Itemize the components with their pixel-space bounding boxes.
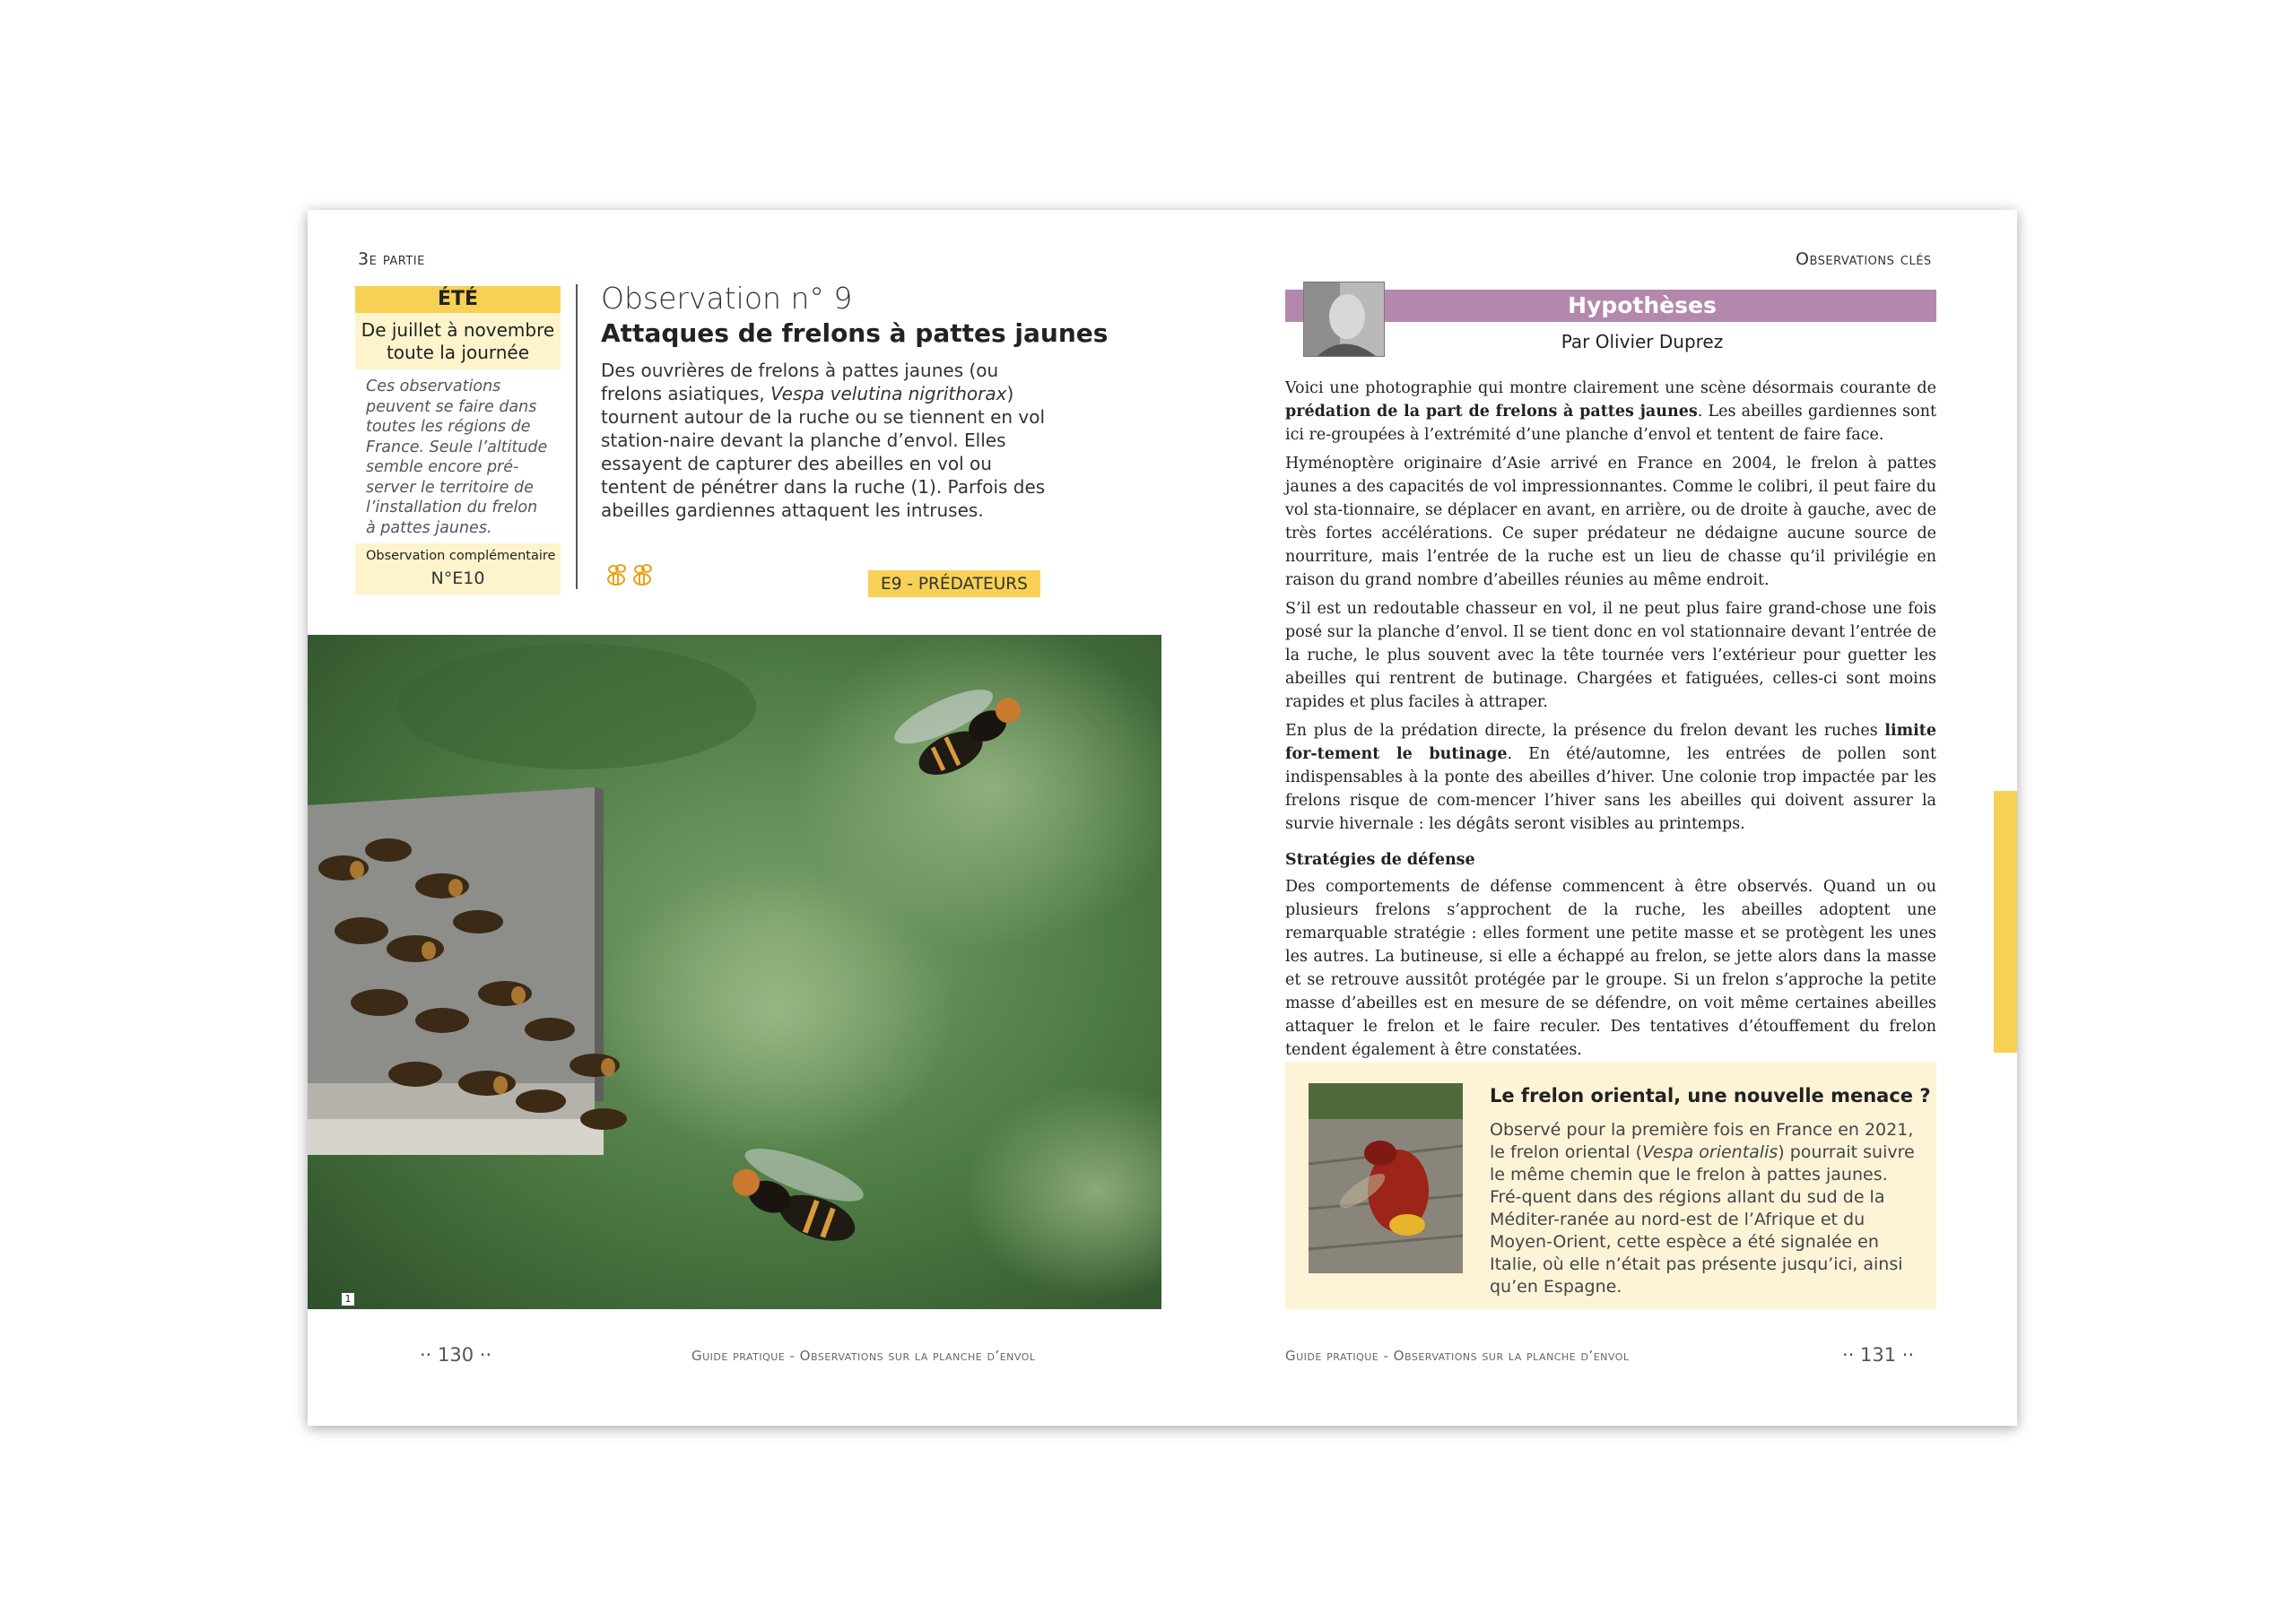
part-label: 3e partie bbox=[358, 249, 425, 269]
period-box bbox=[355, 313, 561, 369]
footer-right: Guide pratique - Observations sur la planche d’envol bbox=[1285, 1348, 1630, 1364]
hornet-attack-photo bbox=[308, 635, 1161, 1309]
box-title: Le frelon oriental, une nouvelle menace ? bbox=[1490, 1085, 1931, 1107]
defense-subheading: Stratégies de défense bbox=[1285, 851, 1475, 869]
author-byline: Par Olivier Duprez bbox=[1561, 331, 1724, 352]
species-name: Vespa orientalis bbox=[1642, 1142, 1779, 1162]
bee-icon bbox=[634, 565, 651, 585]
hypotheses-title: Hypothèses bbox=[1568, 292, 1717, 318]
photo-number: 1 bbox=[342, 1293, 354, 1306]
bee-icon bbox=[608, 565, 625, 585]
section-header: Observations clés bbox=[1796, 249, 1932, 269]
paragraph: Des comportements de défense commencent à être observés. Quand un ou plusieurs frelons s’approchent de la ruche, les abeilles adoptent une remarquable stratégie : elles forment une petite masse et se protègent les unes les autres. La butineuse, si elle a échappé au frelon, se jette alors dans la masse et se retrouve aussitôt protégée par le groupe. Si un frelon s’approche la petite masse d’abeilles est en mesure de se défendre, on voit même certaines abeilles attaquer le frelon et le faire reculer. Des tentatives d’étouffement du frelon tendent également à être constatées. bbox=[1285, 878, 1936, 1059]
season-label: ÉTÉ bbox=[355, 286, 561, 313]
complementary-observation-value: N°E10 bbox=[355, 566, 561, 595]
paragraph: Hyménoptère originaire d’Asie arrivé en France en 2004, le frelon à pattes jaunes a des capacités de vol impressionnantes. Comme le colibri, il peut faire du vol sta-tionnaire, se déplacer en avant, en arrière, ou de droite à gauche, avec de très fortes accélérations. Ce super prédateur ne dédaigne aucune source de nourriture, mais l’entrée de la ruche est un lieu de chasse qu’il privilégie en raison du grand nombre d’abeilles réunies au même endroit. bbox=[1285, 455, 1936, 589]
complementary-observation-label: Observation complémentaire bbox=[355, 543, 561, 566]
period-time: toute la journée bbox=[386, 342, 530, 363]
box-text: Observé pour la première fois en France en 2021, le frelon oriental (Vespa orientalis) pourrait suivre le même chemin que le frelon à pattes jaunes. Fré-quent dans des régions allant du sud de la Méditer-ranée au nord-est de l’Afrique et du Moyen-Orient, cette espèce a été signalée en Italie, où elle n’était pas présente jusqu’ici, ainsi qu’en Espagne. bbox=[1490, 1120, 1915, 1297]
page-number-left: ·· 130 ·· bbox=[420, 1344, 492, 1366]
period-months: De juillet à novembre bbox=[361, 319, 555, 341]
observation-description: Des ouvrières de frelons à pattes jaunes (ou frelons asiatiques, Vespa velutina nigrithorax) tournent autour de la ruche ou se tiennent en vol station-naire devant la planche d’envol. Elles essayent de capturer des abeilles en vol ou tentent de pénétrer dans la ruche (1). Parfois des abeilles gardiennes attaquent les intruses. bbox=[601, 360, 1046, 521]
page-number-right: ·· 131 ·· bbox=[1842, 1344, 1915, 1366]
bee-icons bbox=[604, 561, 659, 590]
chapter-tab bbox=[1994, 791, 2017, 1053]
footer-left: Guide pratique - Observations sur la planche d’envol bbox=[691, 1348, 1036, 1364]
observation-number: Observation n° 9 bbox=[601, 281, 853, 316]
species-name: Vespa velutina nigrithorax bbox=[770, 383, 1007, 404]
region-note: Ces observations peuvent se faire dans toutes les régions de France. Seule l’altitude semble encore pré-server le territoire de l’installation du frelon à pattes jaunes. bbox=[366, 378, 548, 537]
hypotheses-text bbox=[1285, 377, 1936, 1067]
paragraph: Voici une photographie qui montre clairement une scène désormais courante de prédation de la part de frelons à pattes jaunes. Les abeilles gardiennes sont ici re-groupées à l’extrémité d’une planche d’envol et tentent de faire face. bbox=[1285, 379, 1937, 444]
observation-title: Attaques de frelons à pattes jaunes bbox=[601, 318, 1109, 348]
paragraph: S’il est un redoutable chasseur en vol, il ne peut plus faire grand-chose une fois posé sur la planche d’envol. Il se tient donc en vol stationnaire devant l’entrée de la ruche, le plus souvent avec la tête tournée vers l’extérieur pour guetter les abeilles qui rentrent de butinage. Chargées et fatiguées, celles-ci sont moins rapides et plus faciles à attraper. bbox=[1285, 600, 1936, 711]
book-spread bbox=[308, 210, 2017, 1426]
category-badge: E9 - PRÉDATEURS bbox=[868, 570, 1040, 597]
divider bbox=[576, 284, 578, 589]
paragraph: En plus de la prédation directe, la présence du frelon devant les ruches limite for-tement le butinage. En été/automne, les entrées de pollen sont indispensables à la ponte des abeilles d’hiver. Une colonie trop impactée par les frelons risque de com-mencer l’hiver sans les abeilles qui doivent assurer la survie hivernale : les dégâts seront visibles au printemps. bbox=[1285, 722, 1936, 833]
oriental-hornet-photo bbox=[1309, 1083, 1463, 1273]
observation-sidebar bbox=[355, 286, 561, 595]
